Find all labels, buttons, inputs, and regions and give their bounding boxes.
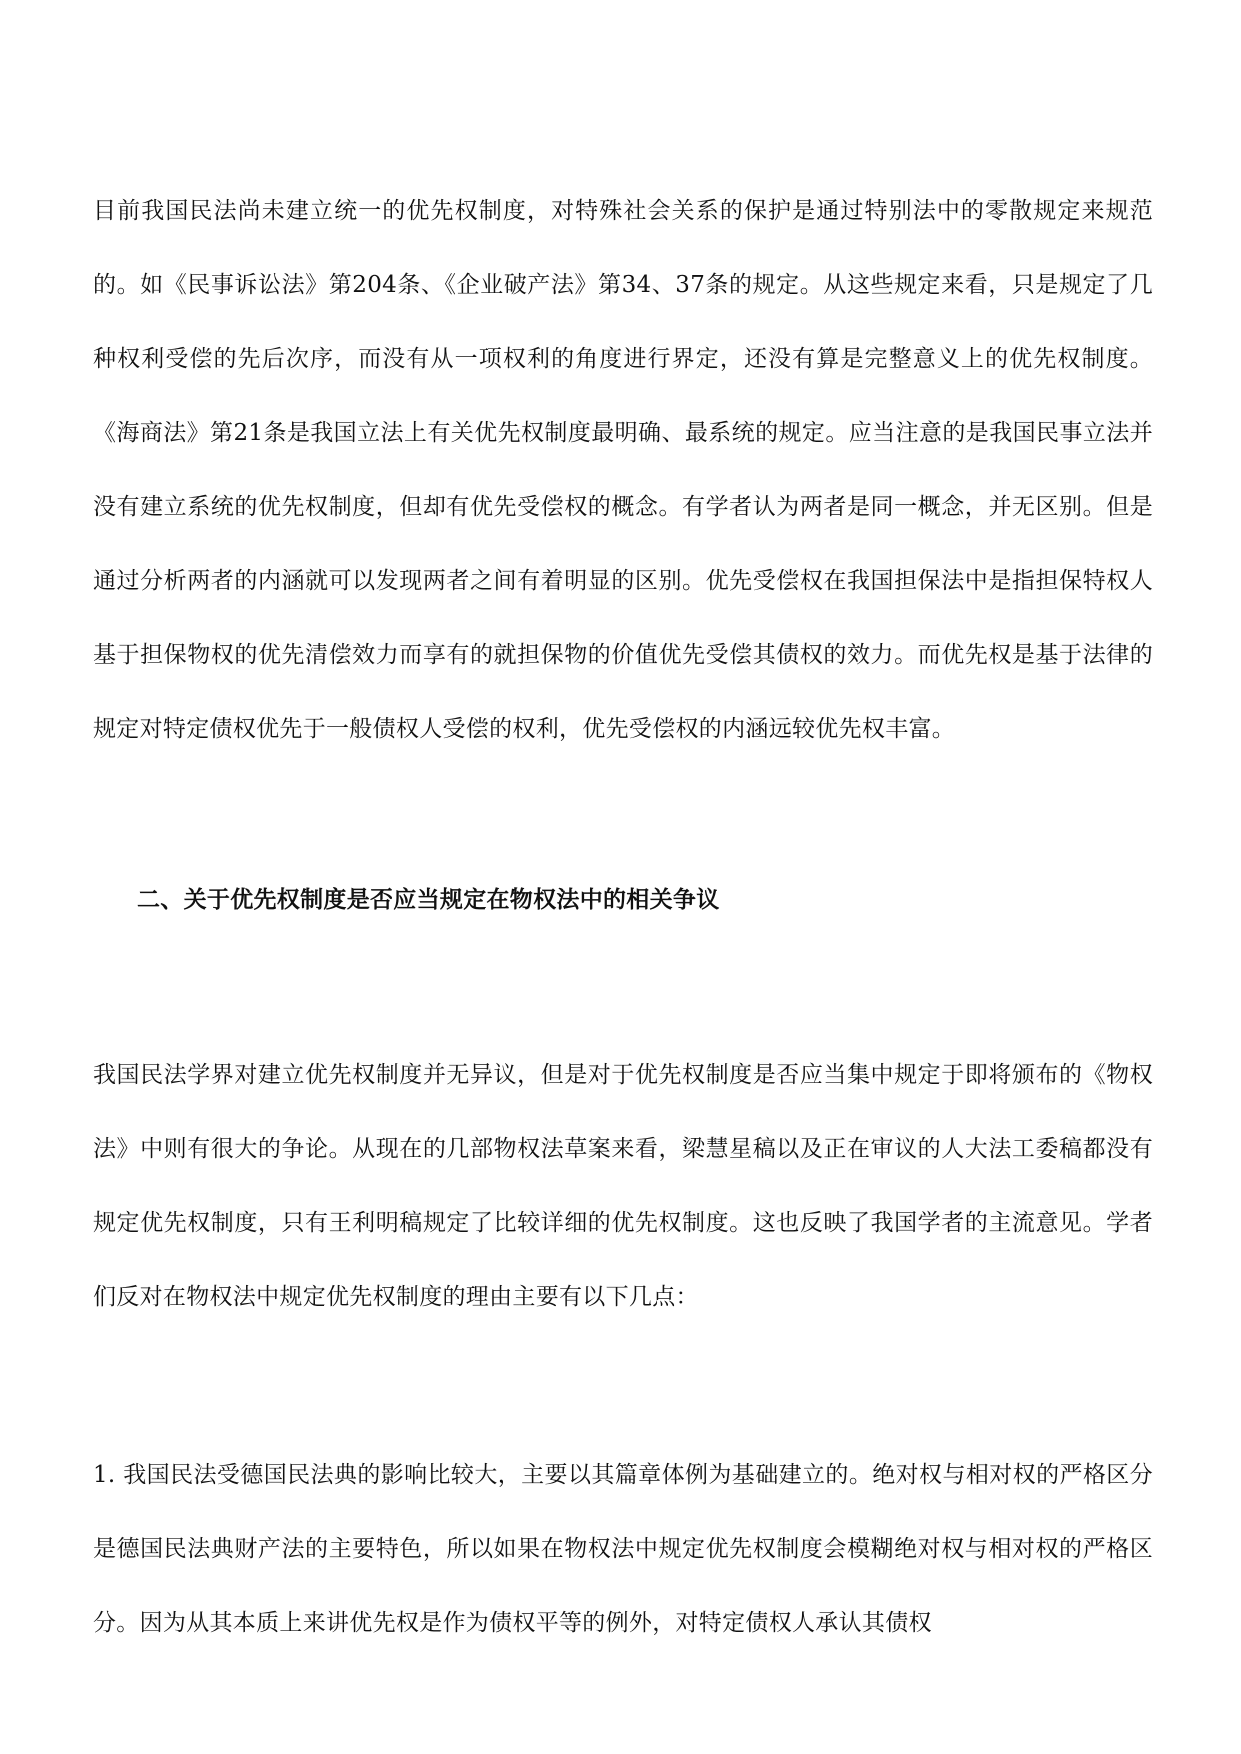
section-heading: 二、关于优先权制度是否应当规定在物权法中的相关争议	[137, 887, 720, 913]
body-paragraph-1: 目前我国民法尚未建立统一的优先权制度，对特殊社会关系的保护是通过特别法中的零散规定来规范的。如《民事诉讼法》第204条、《企业破产法》第34、37条的规定。从这些规定来看，只是规定了几种权利受偿的先后次序，而没有从一项权利的角度进行界定，还没有算是完整意义上的优先权制度。《海商法》第21条是我国立法上有关优先权制度最明确、最系统的规定。应当注意的是我国民事立法并没有建立系统的优先权制度，但却有优先受偿权的概念。有学者认为两者是同一概念，并无区别。但是通过分析两者的内涵就可以发现两者之间有着明显的区别。优先受偿权在我国担保法中是指担保特权人基于担保物权的优先清偿效力而享有的就担保物的价值优先受偿其债权的效力。而优先权是基于法律的规定对特定债权优先于一般债权人受偿的权利，优先受偿权的内涵远较优先权丰富。	[93, 198, 1153, 742]
body-paragraph-2: 我国民法学界对建立优先权制度并无异议，但是对于优先权制度是否应当集中规定于即将颁布的《物权法》中则有很大的争论。从现在的几部物权法草案来看，梁慧星稿以及正在审议的人大法工委稿都没有规定优先权制度，只有王利明稿规定了比较详细的优先权制度。这也反映了我国学者的主流意见。学者们反对在物权法中规定优先权制度的理由主要有以下几点：	[93, 1062, 1153, 1310]
body-paragraph-3: 1. 我国民法受德国民法典的影响比较大，主要以其篇章体例为基础建立的。绝对权与相对权的严格区分是德国民法典财产法的主要特色，所以如果在物权法中规定优先权制度会模糊绝对权与相对权的严格区分。因为从其本质上来讲优先权是作为债权平等的例外，对特定债权人承认其债权	[93, 1462, 1153, 1636]
